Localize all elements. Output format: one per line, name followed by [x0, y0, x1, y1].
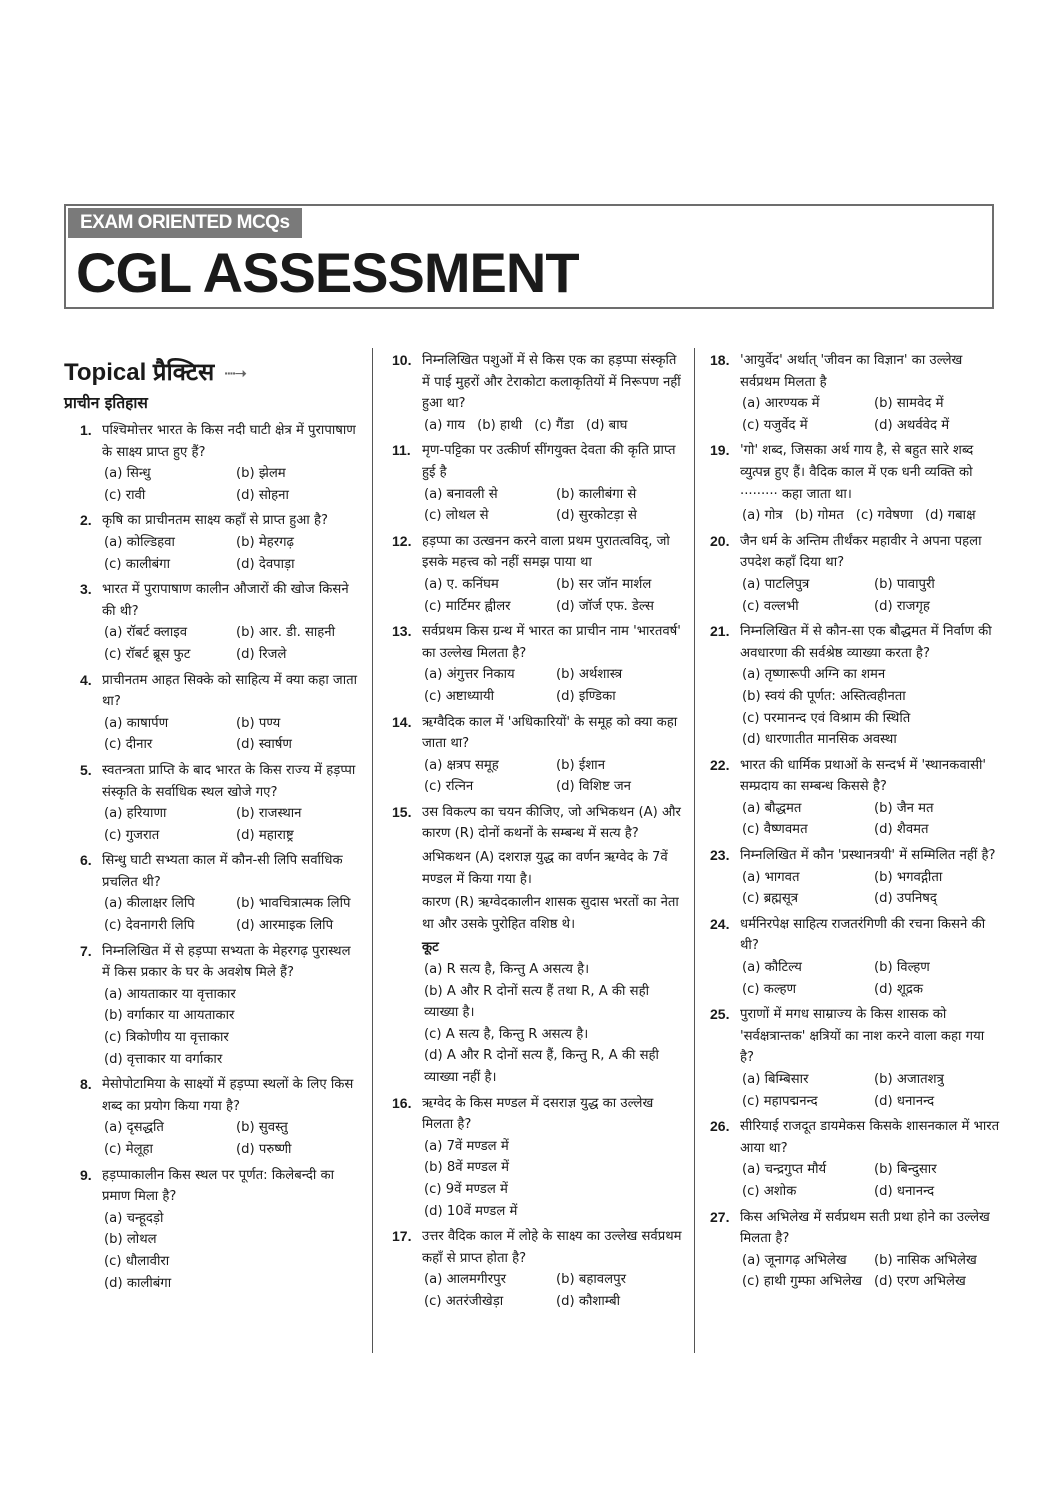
question-text: किस अभिलेख में सर्वप्रथम सती प्रथा होने का उल्लेख मिलता है?: [740, 1209, 990, 1247]
question-body: [102, 510, 362, 575]
option-item: (d) बाघ: [585, 417, 628, 433]
options-list: [424, 415, 682, 437]
question-number: 22.: [710, 756, 730, 773]
option-item: (c) गैंडा: [534, 417, 574, 433]
question-text: सिन्धु घाटी सभ्यता काल में कौन-सी लिपि सर्वाधिक प्रचलित थी?: [102, 853, 343, 890]
question-body: [740, 1116, 1000, 1202]
question-number: 25.: [710, 1006, 730, 1023]
option-item: (b) बहावलपुर: [556, 1272, 626, 1288]
question-item: [64, 420, 362, 506]
option-item: (b) आर. डी. साहनी: [236, 625, 336, 641]
option-item: (c) अष्टाध्यायी: [424, 688, 495, 704]
question-number: 20.: [710, 532, 730, 549]
option-item: (b) A और R दोनों सत्य हैं तथा R, A की सही व्याख्या है।: [424, 983, 649, 1021]
option-item: (c) वैष्णवमत: [742, 822, 808, 838]
question-number: 4.: [80, 671, 92, 688]
column-3: [710, 350, 1000, 1297]
option-item: (d) इण्डिका: [556, 688, 616, 704]
options-list: [742, 664, 1000, 750]
question-item: [392, 802, 682, 1089]
question-number: 11.: [392, 442, 411, 459]
question-item: [64, 1074, 362, 1160]
option-item: (b) बिन्दुसार: [874, 1162, 937, 1178]
question-item: [64, 850, 362, 936]
question-number: 24.: [710, 915, 730, 932]
question-body: [740, 914, 1000, 1000]
options-list: [742, 867, 1000, 910]
options-list: [742, 798, 1000, 841]
option-item: (d) शूद्रक: [874, 981, 923, 997]
question-number: 10.: [392, 352, 412, 368]
option-item: (d) राजगृह: [874, 598, 930, 614]
option-item: (c) हाथी गुम्फा अभिलेख: [742, 1274, 863, 1290]
question-number: 3.: [80, 581, 92, 598]
question-text: 'गो' शब्द, जिसका अर्थ गाय है, से बहुत सारे शब्द व्युत्पन्न हुए हैं। वैदिक काल में एक धनी व्यक्ति को ········· कहा जाता था।: [740, 443, 974, 502]
option-item: (b) पावापुरी: [874, 576, 935, 592]
options-list: [104, 532, 362, 575]
option-item: (b) झेलम: [236, 466, 286, 482]
option-item: (c) A सत्य है, किन्तु R असत्य है।: [424, 1026, 589, 1042]
question-body: [740, 350, 1000, 436]
option-item: (a) बौद्धमत: [742, 800, 802, 816]
question-body: [102, 579, 362, 665]
option-item: (a) कीलाक्षर लिपि: [104, 896, 195, 912]
option-item: (a) आलमगीरपुर: [424, 1272, 506, 1288]
option-item: (c) वल्लभी: [742, 598, 799, 614]
option-item: (a) रॉबर्ट क्लाइव: [104, 625, 188, 641]
column-divider: [372, 348, 373, 1353]
question-number: 26.: [710, 1118, 730, 1135]
question-text: सर्वप्रथम किस ग्रन्थ में भारत का प्राचीन नाम 'भारतवर्ष' का उल्लेख मिलता है?: [422, 624, 681, 661]
option-item: (a) R सत्य है, किन्तु A असत्य है।: [424, 962, 590, 978]
option-item: (a) गाय: [424, 417, 466, 433]
question-number: 19.: [710, 442, 730, 459]
question-item: [392, 1093, 682, 1223]
question-body: [102, 941, 362, 1071]
option-item: (b) मेहरगढ़: [236, 534, 294, 550]
options-list: [742, 1159, 1000, 1202]
option-item: (c) दीनार: [104, 737, 153, 753]
page-title: CGL ASSESSMENT: [76, 241, 579, 304]
question-body: [422, 1226, 682, 1312]
option-item: (b) सर जॉन मार्शल: [556, 576, 652, 592]
options-list: [104, 984, 362, 1070]
question-body: [422, 712, 682, 798]
question-body: [102, 420, 362, 506]
question-item: [392, 1226, 682, 1312]
option-item: (d) महाराष्ट्र: [236, 827, 294, 843]
question-body: [102, 1165, 362, 1295]
option-item: (a) तृष्णारूपी अग्नि का शमन: [742, 667, 886, 683]
question-text: जैन धर्म के अन्तिम तीर्थंकर महावीर ने अपना पहला उपदेश कहाँ दिया था?: [740, 533, 982, 571]
question-text: उस विकल्प का चयन कीजिए, जो अभिकथन (A) और कारण (R) दोनों कथनों के सम्बन्ध में सत्य है?: [422, 804, 681, 842]
option-item: (d) परुष्णी: [236, 1142, 292, 1157]
question-body: [102, 670, 362, 756]
option-item: (b) अर्थशास्त्र: [556, 667, 623, 683]
option-item: (a) जूनागढ़ अभिलेख: [742, 1252, 847, 1268]
option-item: (c) अशोक: [742, 1183, 797, 1199]
question-number: 13.: [392, 623, 412, 640]
question-text: पुराणों में मगध साम्राज्य के किस शासक को 'सर्वक्षत्रान्तक' क्षत्रियों का नाश करने वाला कहा गया है?: [740, 1007, 985, 1066]
option-item: (d) गबाक्ष: [924, 508, 976, 524]
option-item: (b) नासिक अभिलेख: [874, 1252, 977, 1268]
option-item: (d) आरमाइक लिपि: [236, 918, 334, 934]
option-item: (a) काषार्पण: [104, 715, 169, 731]
question-item: [710, 350, 1000, 436]
option-item: (b) सुवस्तु: [236, 1120, 288, 1136]
question-reason: कारण (R) ऋग्वेदकालीन शासक सुदास भरतों का नेता था और उसके पुरोहित वशिष्ठ थे।: [422, 895, 679, 932]
option-item: (c) धौलावीरा: [104, 1253, 170, 1269]
option-item: (d) वृत्ताकार या वर्गाकार: [104, 1051, 223, 1067]
question-item: [392, 350, 682, 436]
option-item: (a) अंगुत्तर निकाय: [424, 667, 515, 683]
question-item: [710, 755, 1000, 841]
subsection-title: प्राचीन इतिहास: [64, 394, 148, 412]
question-number: 14.: [392, 713, 412, 730]
option-item: (a) हरियाणा: [104, 806, 167, 822]
question-body: [740, 755, 1000, 841]
question-body: [740, 621, 1000, 751]
option-item: (d) धनानन्द: [874, 1183, 935, 1199]
question-number: 8.: [80, 1076, 92, 1093]
option-item: (a) ए. कनिंघम: [424, 576, 499, 592]
options-list: [742, 393, 1000, 436]
option-item: (a) गोत्र: [742, 508, 783, 524]
option-item: (d) एरण अभिलेख: [874, 1274, 966, 1290]
question-item: [392, 440, 682, 526]
question-body: [740, 1207, 1000, 1293]
question-text: 'आयुर्वेद' अर्थात् 'जीवन का विज्ञान' का उल्लेख सर्वप्रथम मिलता है: [740, 353, 963, 390]
option-item: (a) बिम्बिसार: [742, 1072, 809, 1087]
option-item: (d) कौशाम्बी: [556, 1293, 621, 1309]
question-item: [64, 579, 362, 665]
column-2: [392, 350, 682, 1317]
option-item: (b) पण्य: [236, 715, 281, 731]
question-body: [740, 845, 1000, 910]
option-item: (a) 7वें मण्डल में: [424, 1138, 509, 1154]
option-item: (d) धारणातीत मानसिक अवस्था: [742, 732, 897, 748]
options-list: [104, 893, 362, 936]
option-item: (b) गोमत: [794, 508, 844, 524]
question-item: [710, 1207, 1000, 1293]
question-item: [710, 531, 1000, 617]
option-item: (b) वर्गाकार या आयताकार: [104, 1008, 235, 1024]
arrow-decoration-icon: ····➝: [224, 365, 245, 381]
option-item: (c) रावी: [104, 487, 146, 503]
question-text: निम्नलिखित में कौन 'प्रस्थानत्रयी' में सम्मिलित नहीं है?: [740, 848, 996, 864]
options-list: [424, 1269, 682, 1312]
section-title: [64, 356, 362, 390]
options-list: [742, 574, 1000, 617]
question-item: [64, 941, 362, 1071]
question-body: [422, 440, 682, 526]
question-body: [740, 440, 1000, 526]
option-item: (b) सामवेद में: [874, 396, 944, 412]
option-item: (c) मार्टिमर ह्वीलर: [424, 598, 511, 614]
option-item: (b) विल्हण: [874, 960, 930, 976]
question-text: पश्चिमोत्तर भारत के किस नदी घाटी क्षेत्र में पुरापाषाण के साक्ष्य प्राप्त हुए हैं?: [102, 423, 356, 460]
option-item: (a) चन्द्रगुप्त मौर्य: [742, 1162, 827, 1178]
question-body: [740, 1004, 1000, 1112]
options-list: [424, 1136, 682, 1222]
question-number: 21.: [710, 623, 730, 640]
options-list: [742, 1250, 1000, 1293]
option-item: (b) भगवद्गीता: [874, 869, 943, 885]
option-item: (d) अथर्ववेद में: [874, 417, 950, 433]
option-item: (c) महापद्मनन्द: [742, 1093, 818, 1109]
question-text: निम्नलिखित में से कौन-सा एक बौद्धमत में निर्वाण की अवधारणा की सर्वश्रेष्ठ व्याख्या करता है?: [740, 624, 992, 661]
question-text: निम्नलिखित में से हड़प्पा सभ्यता के मेहरगढ़ पुरास्थल में किस प्रकार के घर के अवशेष मिले हैं?: [102, 943, 351, 981]
question-number: 18.: [710, 352, 730, 368]
option-item: (b) 8वें मण्डल में: [424, 1160, 509, 1176]
options-list: [104, 463, 362, 506]
question-item: [710, 1004, 1000, 1112]
option-item: (d) कालीबंगा: [104, 1275, 172, 1291]
question-number: 12.: [392, 532, 412, 549]
option-item: (d) देवपाड़ा: [236, 556, 295, 572]
option-item: (b) लोथल: [104, 1232, 157, 1248]
question-text: मृण-पट्टिका पर उत्कीर्ण सींगयुक्त देवता की कृति प्राप्त हुई है: [422, 443, 676, 480]
question-item: [710, 1116, 1000, 1202]
question-number: 6.: [80, 852, 92, 869]
question-text: सीरियाई राजदूत डायमेकस किसके शासनकाल में भारत आया था?: [740, 1119, 1000, 1156]
question-body: [422, 802, 682, 1089]
option-item: (a) दृसद्धति: [104, 1120, 164, 1136]
option-item: (c) मेलूहा: [104, 1142, 153, 1157]
question-assertion: अभिकथन (A) दशराज्ञ युद्ध का वर्णन ऋग्वेद के 7वें मण्डल में किया गया है।: [422, 850, 668, 887]
exam-tag: EXAM ORIENTED MCQs: [68, 208, 302, 238]
option-item: (c) 9वें मण्डल में: [424, 1181, 508, 1197]
options-list: [104, 1117, 362, 1160]
option-item: (b) हाथी: [477, 417, 523, 433]
column-1: [64, 350, 362, 1298]
option-item: (d) रिजले: [236, 646, 287, 662]
option-item: (c) रत्निन: [424, 779, 474, 795]
options-list: [104, 1208, 362, 1294]
options-list: [104, 622, 362, 665]
question-item: [64, 670, 362, 756]
option-item: (d) 10वें मण्डल में: [424, 1203, 518, 1219]
options-list: [742, 957, 1000, 1000]
options-list: [104, 713, 362, 756]
question-text: मेसोपोटामिया के साक्ष्यों में हड़प्पा स्थलों के लिए किस शब्द का प्रयोग किया गया है?: [102, 1077, 354, 1114]
option-item: (a) बनावली से: [424, 486, 498, 502]
question-body: [102, 850, 362, 936]
question-text: निम्नलिखित पशुओं में से किस एक का हड़प्पा संस्कृति में पाई मुहरों और टेराकोटा कलाकृतियों में निरूपण नहीं हुआ था?: [422, 353, 681, 412]
question-body: [422, 531, 682, 617]
option-item: (a) पाटलिपुत्र: [742, 576, 810, 592]
option-item: (a) आयताकार या वृत्ताकार: [104, 986, 236, 1002]
question-body: [422, 621, 682, 707]
question-item: [64, 510, 362, 575]
question-number: 2.: [80, 512, 92, 529]
option-item: (b) स्वयं की पूर्णत: अस्तित्वहीनता: [742, 688, 906, 704]
question-number: 16.: [392, 1094, 412, 1111]
options-list: [104, 803, 362, 846]
option-item: (c) कल्हण: [742, 981, 797, 997]
question-text: ऋग्वैदिक काल में 'अधिकारियों' के समूह को क्या कहा जाता था?: [422, 714, 678, 752]
question-text: उत्तर वैदिक काल में लोहे के साक्ष्य का उल्लेख सर्वप्रथम कहाँ से प्राप्त होता है?: [422, 1229, 682, 1266]
option-item: (d) उपनिषद्: [874, 891, 937, 907]
question-item: [392, 531, 682, 617]
option-item: (d) शैवमत: [874, 822, 929, 838]
option-item: (a) कोल्डिहवा: [104, 534, 175, 550]
option-item: (b) जैन मत: [874, 800, 934, 816]
option-item: (c) रॉबर्ट ब्रूस फुट: [104, 646, 191, 662]
option-item: (c) परमानन्द एवं विश्राम की स्थिति: [742, 710, 911, 726]
question-number: 27.: [710, 1208, 730, 1225]
question-item: [710, 621, 1000, 751]
option-item: (d) विशिष्ट जन: [556, 779, 631, 795]
question-number: 5.: [80, 761, 92, 778]
question-text: प्राचीनतम आहत सिक्के को साहित्य में क्या कहा जाता था?: [102, 672, 358, 710]
section-title-text: Topical प्रैक्टिस: [64, 359, 215, 386]
option-item: (a) चन्हूदड़ो: [104, 1210, 164, 1226]
question-text: भारत की धार्मिक प्रथाओं के सन्दर्भ में 'स्थानकवासी' सम्प्रदाय का सम्बन्ध किससे है?: [740, 757, 987, 795]
question-item: [64, 760, 362, 846]
option-item: (c) त्रिकोणीय या वृत्ताकार: [104, 1030, 229, 1046]
question-number: 7.: [80, 942, 92, 959]
question-text: ऋग्वेद के किस मण्डल में दसराज्ञ युद्ध का उल्लेख मिलता है?: [422, 1095, 654, 1133]
question-body: [102, 1074, 362, 1160]
options-list: [424, 755, 682, 798]
question-body: [740, 531, 1000, 617]
option-item: (c) देवनागरी लिपि: [104, 918, 195, 934]
question-text: धर्मनिरपेक्ष साहित्य राजतरंगिणी की रचना किसने की थी?: [740, 916, 986, 954]
header-box: [64, 204, 994, 309]
option-item: (c) यजुर्वेद में: [742, 417, 808, 433]
question-text: स्वतन्त्रता प्राप्ति के बाद भारत के किस राज्य में हड़प्पा संस्कृति के सर्वाधिक स्थल खोजे गए?: [102, 762, 356, 800]
question-text: भारत में पुरापाषाण कालीन औजारों की खोज किसने की थी?: [102, 582, 349, 619]
option-item: (d) धनानन्द: [874, 1093, 935, 1109]
option-item: (c) कालीबंगा: [104, 556, 171, 572]
question-item: [710, 845, 1000, 910]
option-item: (a) क्षत्रप समूह: [424, 757, 499, 773]
options-list: [424, 484, 682, 527]
option-item: (d) जॉर्ज एफ. डेल्स: [556, 598, 654, 614]
option-item: (d) सोहना: [236, 487, 289, 503]
option-item: (c) गवेषणा: [855, 508, 913, 524]
question-item: [392, 712, 682, 798]
option-item: (d) स्वार्षण: [236, 737, 292, 753]
question-number: 15.: [392, 803, 412, 820]
options-list: [424, 664, 682, 707]
question-text: कृषि का प्राचीनतम साक्ष्य कहाँ से प्राप्त हुआ है?: [102, 513, 328, 529]
option-item: (d) सुरकोटड़ा से: [556, 508, 637, 524]
question-item: [710, 440, 1000, 526]
code-label: कूट: [422, 940, 439, 956]
option-item: (b) भावचित्रात्मक लिपि: [236, 896, 351, 912]
question-body: [102, 760, 362, 846]
options-list: [424, 959, 682, 1089]
question-number: 1.: [80, 422, 92, 438]
option-item: (c) गुजरात: [104, 827, 160, 843]
question-item: [392, 621, 682, 707]
option-item: (c) ब्रह्मसूत्र: [742, 891, 799, 907]
question-body: [422, 350, 682, 436]
option-item: (b) राजस्थान: [236, 806, 302, 822]
options-list: [424, 574, 682, 617]
question-text: हड़प्पा का उत्खनन करने वाला प्रथम पुरातत्वविद्, जो इसके महत्त्व को नहीं समझ पाया था: [422, 533, 670, 571]
options-list: [742, 1069, 1000, 1112]
question-number: 9.: [80, 1166, 92, 1183]
option-item: (c) लोथल से: [424, 508, 489, 524]
option-item: (b) अजातशत्रु: [874, 1072, 944, 1087]
option-item: (a) आरण्यक में: [742, 396, 820, 412]
option-item: (a) कौटिल्य: [742, 960, 802, 976]
option-item: (b) कालीबंगा से: [556, 486, 637, 502]
question-item: [710, 914, 1000, 1000]
question-body: [422, 1093, 682, 1223]
question-number: 23.: [710, 847, 730, 864]
options-list: [742, 505, 1000, 527]
question-text: हड़प्पाकालीन किस स्थल पर पूर्णत: किलेबन्दी का प्रमाण मिला है?: [102, 1167, 335, 1205]
question-item: [64, 1165, 362, 1295]
option-item: (a) सिन्धु: [104, 466, 151, 482]
option-item: (c) अतरंजीखेड़ा: [424, 1293, 504, 1309]
option-item: (b) ईशान: [556, 757, 606, 773]
option-item: (a) भागवत: [742, 869, 800, 885]
question-number: 17.: [392, 1228, 412, 1245]
option-item: (d) A और R दोनों सत्य हैं, किन्तु R, A की सही व्याख्या नहीं है।: [424, 1048, 659, 1085]
column-divider: [694, 348, 695, 1353]
